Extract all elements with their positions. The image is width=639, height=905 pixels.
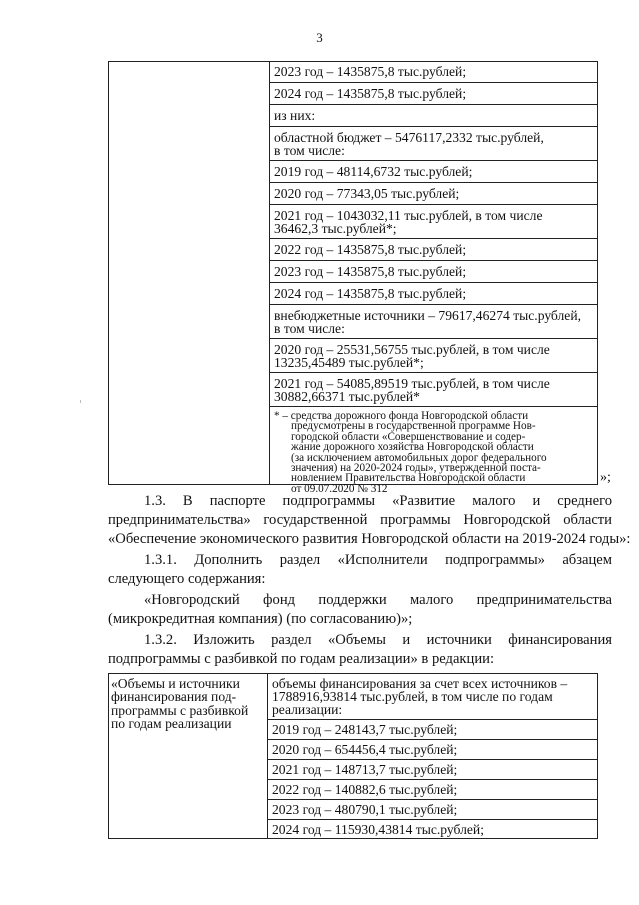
table-row: 2023 год – 480790,1 тыс.рублей; bbox=[272, 802, 458, 817]
table-row: 2019 год – 48114,6732 тыс.рублей; bbox=[274, 164, 473, 179]
table-row: 2022 год – 1435875,8 тыс.рублей; bbox=[274, 242, 467, 257]
table-row: объемы финансирования за счет всех источников – 1788916,93814 тыс.рублей, в том числе по годам реализации: bbox=[272, 676, 568, 717]
section-title-cell: «Объемы и источники финансирования под- программы с разбивкой по годам реализации bbox=[111, 676, 249, 732]
page-number: 3 bbox=[316, 30, 323, 45]
table-row: 2020 год – 77343,05 тыс.рублей; bbox=[274, 186, 460, 201]
table-row: 2023 год – 1435875,8 тыс.рублей; bbox=[274, 264, 467, 279]
table-row: из них: bbox=[274, 108, 316, 123]
table-row: 2019 год – 248143,7 тыс.рублей; bbox=[272, 722, 458, 737]
paragraph-1-3-1: 1.3.1. Дополнить раздел «Исполнители подпрограммы» абзацем следующего содержания: bbox=[108, 552, 612, 587]
table-row: 2021 год – 54085,89519 тыс.рублей, в том числе 30882,66371 тыс.рублей* bbox=[274, 376, 550, 404]
table-row: 2024 год – 1435875,8 тыс.рублей; bbox=[274, 86, 467, 101]
table-row: внебюджетные источники – 79617,46274 тыс.рублей, в том числе: bbox=[274, 308, 582, 336]
closing-quote: »; bbox=[600, 470, 611, 485]
funding-values-cell bbox=[268, 674, 597, 838]
table-row: областной бюджет – 5476117,2332 тыс.рублей, в том числе: bbox=[274, 130, 544, 158]
funding-volumes-table bbox=[108, 673, 598, 839]
table-row: 2024 год – 1435875,8 тыс.рублей; bbox=[274, 286, 467, 301]
funding-table-continued bbox=[108, 61, 598, 495]
scan-speck bbox=[80, 400, 81, 403]
paragraph-quote: «Новгородский фонд поддержки малого предпринимательства (микрокредитная компания) (по согласованию)»; bbox=[108, 592, 612, 627]
table-row: 2020 год – 25531,56755 тыс.рублей, в том числе 13235,45489 тыс.рублей*; bbox=[274, 342, 550, 370]
table-row: 2023 год – 1435875,8 тыс.рублей; bbox=[274, 64, 467, 79]
paragraph-1-3: 1.3. В паспорте подпрограммы «Развитие малого и среднего предпринимательства» государственной программы Новгородской области «Обеспечение экономического развития Новгородской области на 2019-2024 годы»: bbox=[108, 493, 631, 547]
table-row: 2024 год – 115930,43814 тыс.рублей; bbox=[272, 822, 484, 837]
table-row: 2021 год – 148713,7 тыс.рублей; bbox=[272, 762, 458, 777]
table-row: 2021 год – 1043032,11 тыс.рублей, в том числе 36462,3 тыс.рублей*; bbox=[274, 208, 543, 236]
table-row: 2022 год – 140882,6 тыс.рублей; bbox=[272, 782, 458, 797]
paragraph-1-3-2: 1.3.2. Изложить раздел «Объемы и источники финансирования подпрограммы с разбивкой по годам реализации» в редакции: bbox=[108, 632, 612, 667]
funding-cell bbox=[270, 62, 597, 495]
table-row: 2020 год – 654456,4 тыс.рублей; bbox=[272, 742, 458, 757]
footnote: * – средства дорожного фонда Новгородской области предусмотрены в государственной программе Нов- городской области «Совершенствование и содер- жание дорожного хозяйства Новгородской области (за исключением автомобильных дорог федерального значения) на 2020-2024 годы», утвержденной поста- новлением Правительства Новгородской области от 09.07.2020 № 312 bbox=[274, 410, 547, 495]
